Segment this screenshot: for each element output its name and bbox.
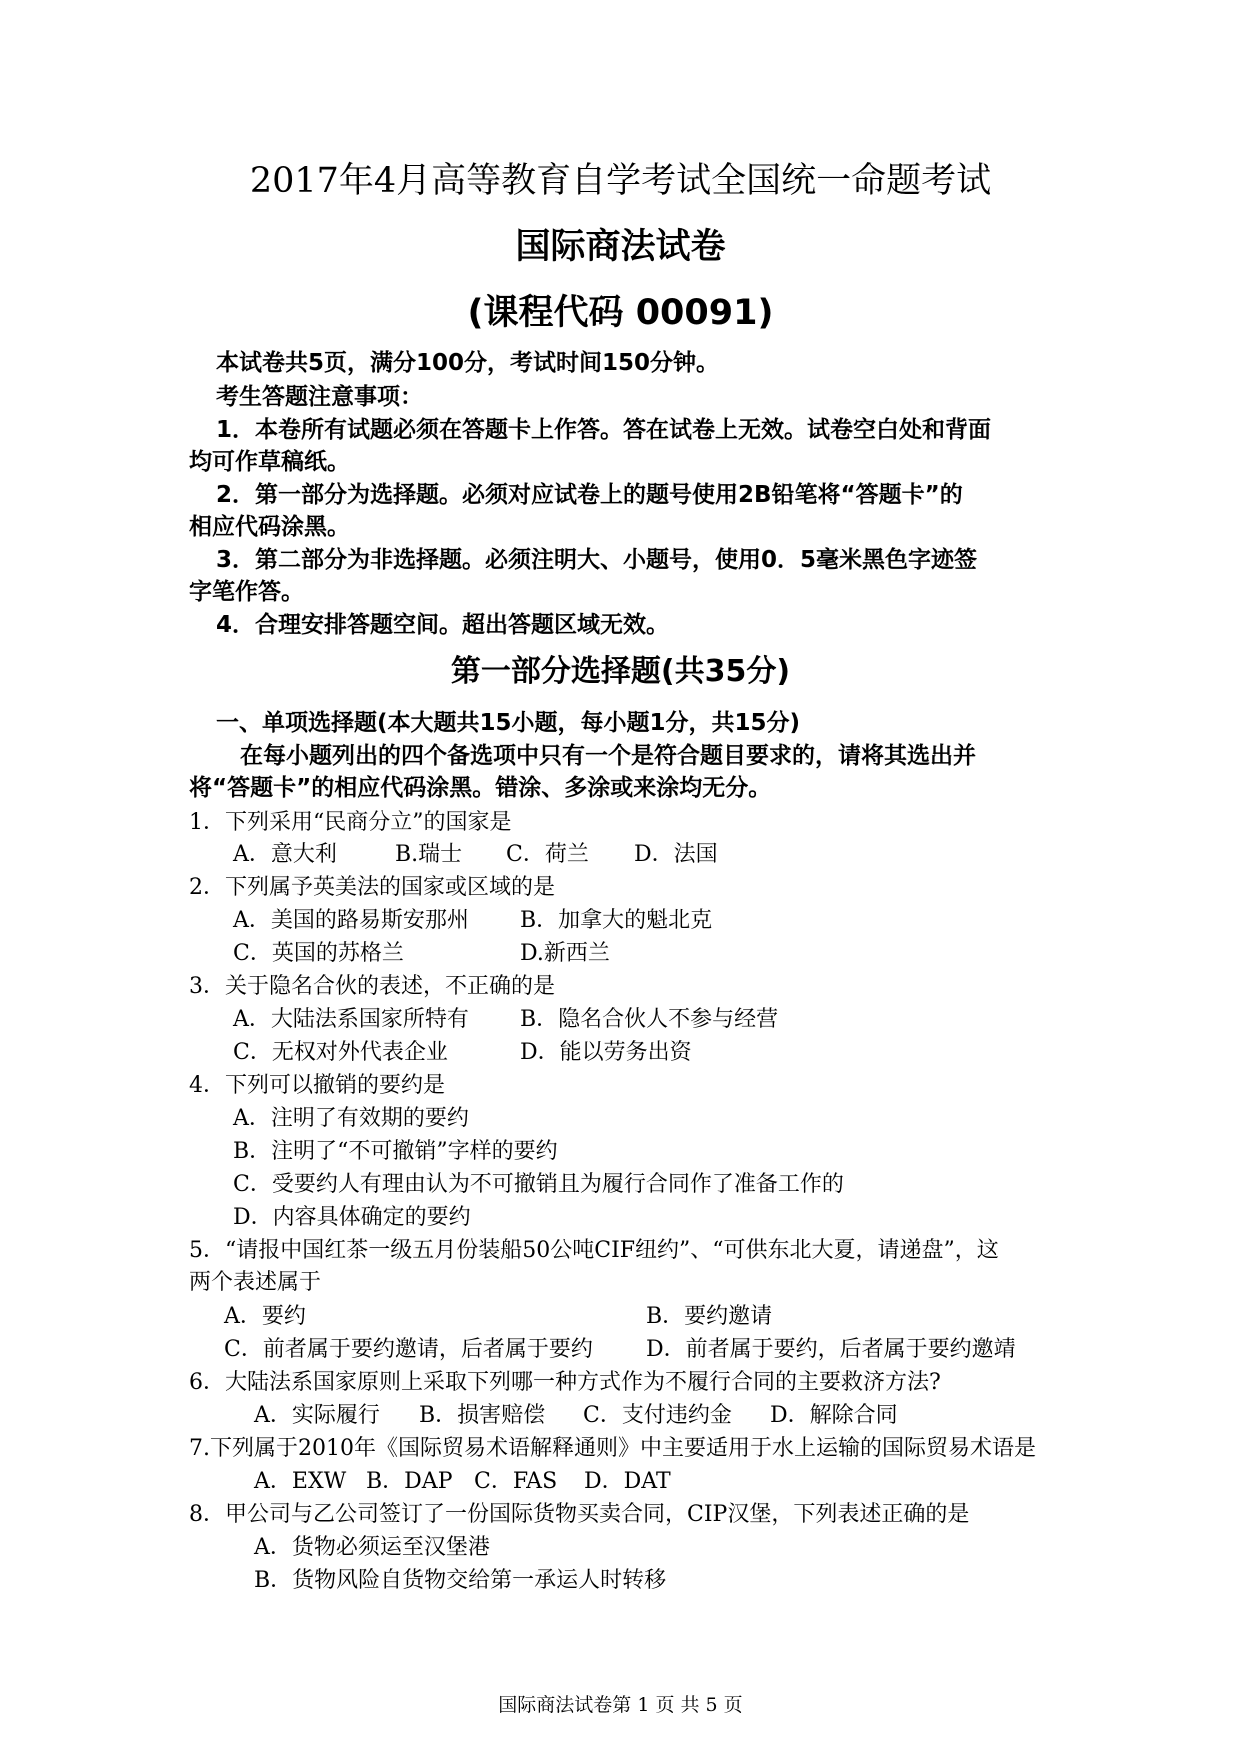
- q7-option-b: B．DAP: [366, 1469, 453, 1494]
- q2-option-b: B．加拿大的魁北克: [520, 908, 713, 933]
- notice-heading: 考生答题注意事项：: [216, 384, 423, 410]
- q7-option-d: D．DAT: [584, 1469, 671, 1494]
- page-footer: 国际商法试卷第 1 页 共 5 页: [498, 1694, 743, 1716]
- question-3-stem: 3．关于隐名合伙的表述，不正确的是: [189, 974, 555, 999]
- instructions-line1: 在每小题列出的四个备选项中只有一个是符合题目要求的，请将其选出并: [240, 743, 976, 769]
- q5-option-a: A．要约: [224, 1304, 306, 1329]
- q3-option-a: A．大陆法系国家所特有: [233, 1007, 469, 1032]
- q8-option-b: B．货物风险自货物交给第一承运人时转移: [254, 1568, 667, 1593]
- part1-title: 第一部分选择题(共35分): [450, 654, 791, 689]
- q5-option-c: C．前者属于要约邀请，后者属于要约: [224, 1337, 593, 1362]
- question-5-stem-line1: 5．“请报中国红茶一级五月份装船50公吨CIF纽约”、“可供东北大夏，请递盘”，这: [189, 1238, 999, 1263]
- question-8-stem: 8．甲公司与乙公司签订了一份国际货物买卖合同，CIP汉堡，下列表述正确的是: [189, 1502, 970, 1527]
- q3-option-d: D．能以劳务出资: [520, 1040, 692, 1065]
- q3-option-c: C．无权对外代表企业: [233, 1040, 448, 1065]
- q7-option-a: A．EXW: [254, 1469, 347, 1494]
- q5-option-b: B．要约邀请: [646, 1304, 773, 1329]
- paper-title: 国际商法试卷: [515, 227, 726, 267]
- question-1-stem: 1．下列采用“民商分立”的国家是: [189, 810, 512, 835]
- q1-option-c: C．荷兰: [506, 842, 589, 867]
- q3-option-b: B．隐名合伙人不参与经营: [520, 1007, 779, 1032]
- q1-option-d: D．法国: [634, 842, 718, 867]
- q6-option-b: B．损害赔偿: [419, 1403, 546, 1428]
- q2-option-d: D.新西兰: [520, 941, 610, 966]
- notice-item-4: 4．合理安排答题空间。超出答题区域无效。: [216, 612, 670, 638]
- question-5-stem-line2: 两个表述属于: [189, 1270, 322, 1295]
- q4-option-d: D．内容具体确定的要约: [233, 1205, 471, 1230]
- question-2-stem: 2．下列属予英美法的国家或区域的是: [189, 875, 555, 900]
- q4-option-c: C．受要约人有理由认为不可撤销且为履行合同作了准备工作的: [233, 1172, 844, 1197]
- q8-option-a: A．货物必须运至汉堡港: [254, 1535, 490, 1560]
- notice-item-2-line2: 相应代码涂黑。: [189, 514, 350, 540]
- q4-option-b: B．注明了“不可撤销”字样的要约: [233, 1139, 558, 1164]
- q1-option-b: B.瑞士: [395, 842, 463, 867]
- course-code: (课程代码 00091): [467, 293, 774, 333]
- notice-item-1-line1: 1．本卷所有试题必须在答题卡上作答。答在试卷上无效。试卷空白处和背面: [216, 417, 992, 443]
- notice-item-3-line2: 字笔作答。: [189, 579, 304, 605]
- question-6-stem: 6．大陆法系国家原则上采取下列哪一种方式作为不履行合同的主要救济方法?: [189, 1370, 941, 1395]
- q2-option-a: A．美国的路易斯安那州: [233, 908, 469, 933]
- question-7-stem: 7.下列属于2010年《国际贸易术语解释通则》中主要适用于水上运输的国际贸易术语是: [189, 1436, 1036, 1461]
- section-heading: 一、单项选择题(本大题共15小题，每小题1分，共15分): [216, 710, 801, 736]
- q6-option-a: A．实际履行: [254, 1403, 380, 1428]
- notice-item-3-line1: 3．第二部分为非选择题。必须注明大、小题号，使用0．5毫米黑色字迹签: [216, 547, 978, 573]
- q4-option-a: A．注明了有效期的要约: [233, 1106, 469, 1131]
- notice-item-1-line2: 均可作草稿纸。: [189, 449, 350, 475]
- q7-option-c: C．FAS: [474, 1469, 558, 1494]
- notice-item-2-line1: 2．第一部分为选择题。必须对应试卷上的题号使用2B铅笔将“答题卡”的: [216, 482, 963, 508]
- q2-option-c: C．英国的苏格兰: [233, 941, 404, 966]
- q5-option-d: D．前者属于要约，后者属于要约邀靖: [646, 1337, 1016, 1362]
- q6-option-c: C．支付违约金: [583, 1403, 732, 1428]
- q6-option-d: D．解除合同: [770, 1403, 898, 1428]
- instructions-line2: 将“答题卡”的相应代码涂黑。错涂、多涂或来涂均无分。: [189, 775, 772, 801]
- notice-summary: 本试卷共5页，满分100分，考试时间150分钟。: [216, 350, 720, 376]
- q1-option-a: A．意大利: [233, 842, 337, 867]
- question-4-stem: 4．下列可以撤销的要约是: [189, 1073, 445, 1098]
- exam-title: 2017年4月高等教育自学考试全国统一命题考试: [249, 161, 992, 201]
